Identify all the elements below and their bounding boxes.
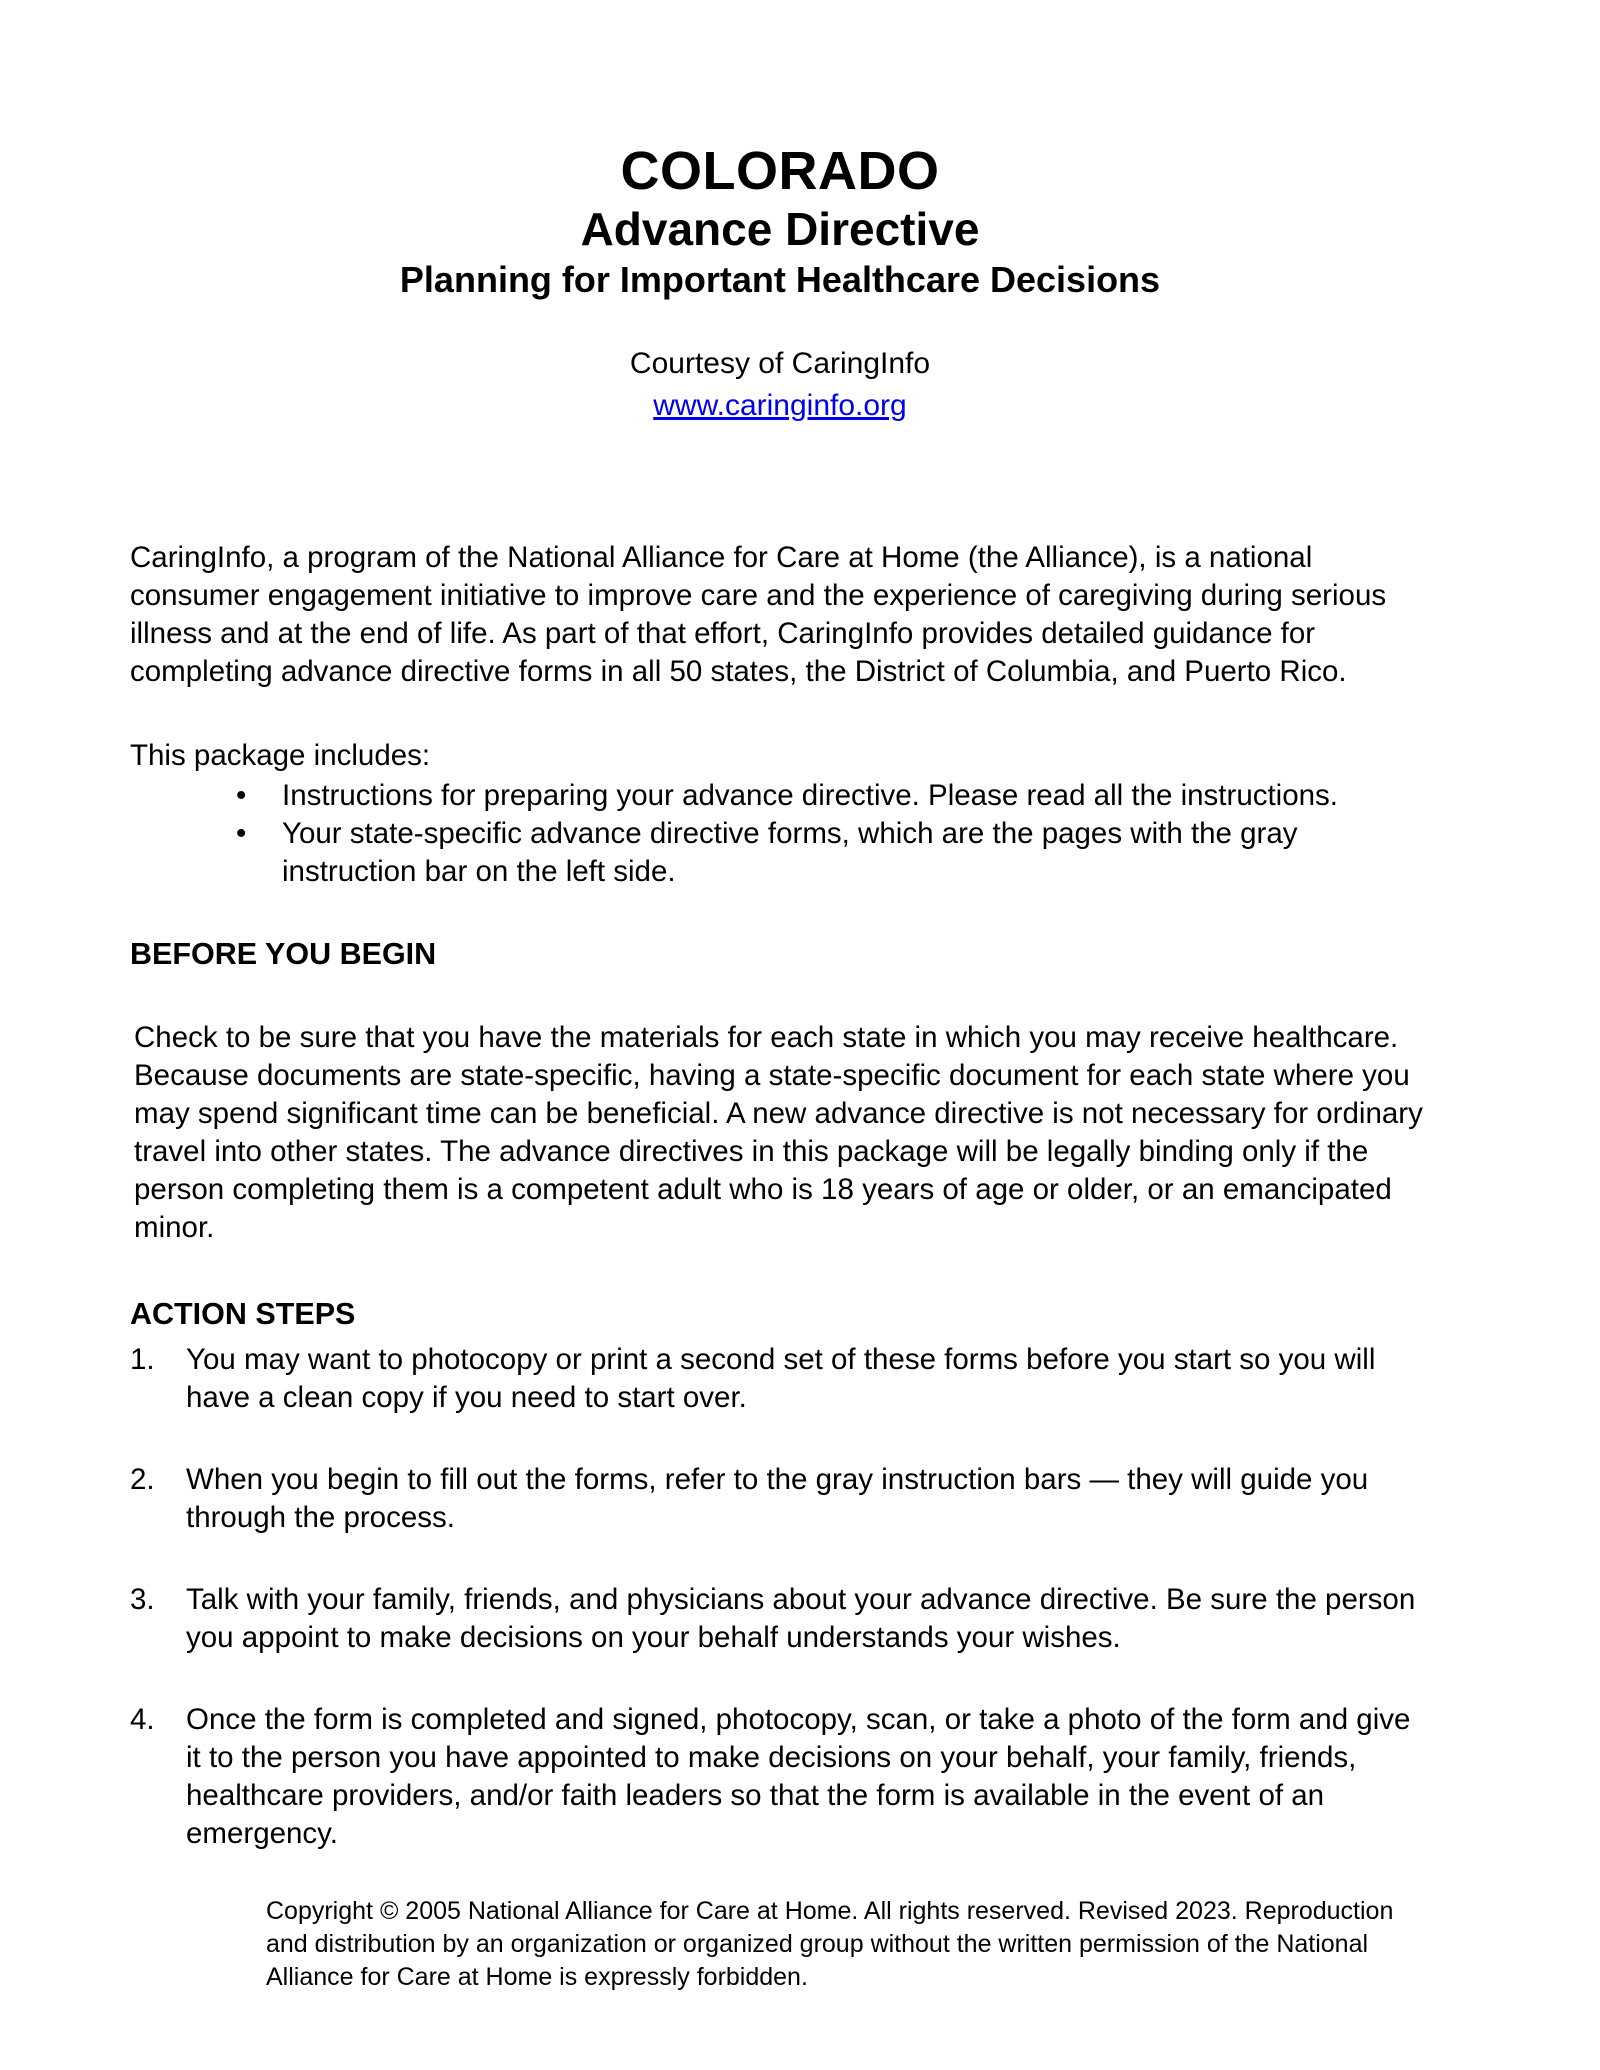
numbered-item-text: You may want to photocopy or print a second set of these forms before you start so you will have a clean copy if you need to start over.: [186, 1342, 1376, 1414]
numbered-item-text: Once the form is completed and signed, photocopy, scan, or take a photo of the form and give it to the person you have appointed to make decisions on your behalf, your family, friends, healthcare providers, and/or faith leaders so that the form is available in the event of an emergency.: [186, 1702, 1411, 1850]
numbered-item: [130, 1581, 1430, 1657]
list-item: [130, 777, 1430, 815]
numbered-item: [130, 1341, 1430, 1417]
package-bullet-list: [130, 777, 1430, 891]
intro-paragraph: CaringInfo, a program of the National Alliance for Care at Home (the Alliance), is a national consumer engagement initiative to improve care and the experience of caregiving during serious illness and at the end of life. As part of that effort, CaringInfo provides detailed guidance for completing advance directive forms in all 50 states, the District of Columbia, and Puerto Rico.: [130, 540, 1387, 688]
bullet-icon: •: [236, 778, 247, 812]
website-row: [130, 385, 1430, 427]
item-number: 4.: [130, 1702, 155, 1736]
bullet-icon: •: [236, 816, 247, 850]
copyright-footer: Copyright © 2005 National Alliance for Care at Home. All rights reserved. Revised 2023. Reproduction and distribution by an organization or organized group without the written permission of the National Alliance for Care at Home is expressly forbidden.: [266, 1896, 1394, 1991]
list-item: [130, 815, 1430, 891]
package-includes-lead: This package includes:: [130, 738, 431, 772]
numbered-item-text: Talk with your family, friends, and physicians about your advance directive. Be sure the person you appoint to make decisions on your behalf understands your wishes.: [186, 1582, 1416, 1654]
action-steps-heading: ACTION STEPS: [130, 1296, 356, 1331]
item-number: 3.: [130, 1582, 155, 1616]
page-title-doc-type: Advance Directive: [580, 203, 980, 256]
page-title-state: COLORADO: [620, 141, 940, 201]
list-item-text: Your state-specific advance directive forms, which are the pages with the gray instruction bar on the left side.: [282, 816, 1298, 888]
before-you-begin-heading: BEFORE YOU BEGIN: [130, 936, 437, 971]
numbered-item: [130, 1461, 1430, 1537]
page-tagline: Planning for Important Healthcare Decisions: [399, 259, 1161, 301]
title-block: [130, 140, 1430, 427]
list-item-text: Instructions for preparing your advance directive. Please read all the instructions.: [282, 778, 1338, 812]
item-number: 2.: [130, 1462, 155, 1496]
numbered-item-text: When you begin to fill out the forms, refer to the gray instruction bars — they will guide you through the process.: [186, 1462, 1369, 1534]
caringinfo-link[interactable]: www.caringinfo.org: [653, 388, 907, 422]
before-you-begin-paragraph: Check to be sure that you have the materials for each state in which you may receive healthcare. Because documents are state-specific, having a state-specific document for each state where you may spend significant time can be beneficial. A new advance directive is not necessary for ordinary travel into other states. The advance directives in this package will be legally binding only if the person completing them is a competent adult who is 18 years of age or older, or an emancipated minor.: [134, 1020, 1423, 1244]
item-number: 1.: [130, 1342, 155, 1376]
courtesy-line: Courtesy of CaringInfo: [629, 347, 931, 381]
numbered-item: [130, 1701, 1430, 1853]
action-steps-list: [130, 1341, 1430, 1853]
